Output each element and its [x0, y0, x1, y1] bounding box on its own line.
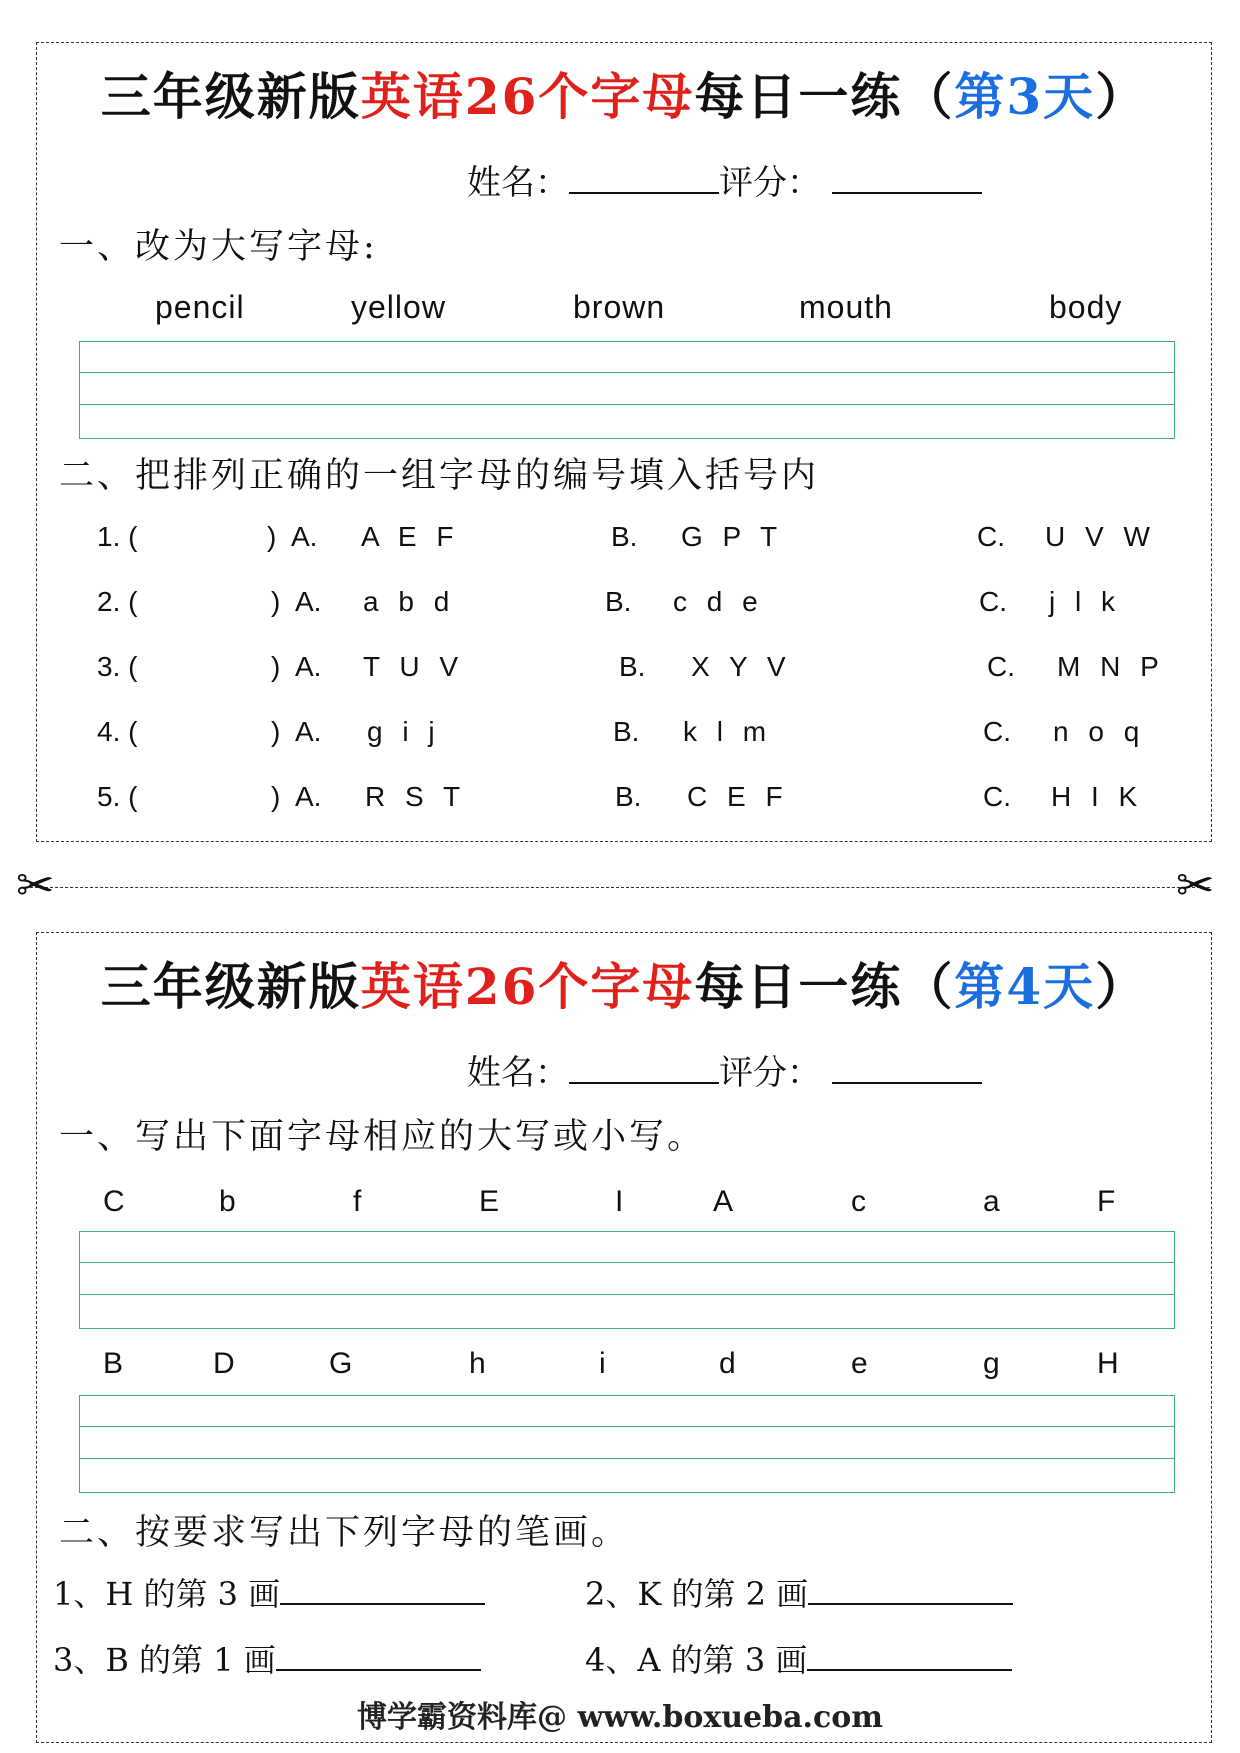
guide-line	[80, 372, 1174, 373]
section1-heading: 一、改为大写字母:	[59, 227, 378, 267]
title-prefix: 三年级新版	[100, 67, 361, 126]
name-blank[interactable]	[569, 162, 719, 194]
option-label: C.	[983, 716, 1011, 747]
letter: H	[1097, 1347, 1119, 1380]
option-label: B.	[613, 716, 640, 747]
name-label: 姓名：	[467, 1053, 569, 1093]
option-a: T U V	[363, 651, 465, 682]
option-b: C E F	[687, 781, 789, 812]
worksheet-day3	[36, 42, 1212, 842]
option-a: a b d	[363, 586, 456, 617]
letter: E	[479, 1185, 500, 1218]
answer-blank[interactable]	[808, 1575, 1013, 1605]
paren-close: )	[267, 521, 277, 552]
title-red: 英语26个字母	[360, 957, 695, 1016]
stroke-question-2	[585, 1569, 1013, 1615]
scissors-icon: ✂	[1176, 858, 1215, 912]
letter: g	[983, 1347, 1000, 1380]
worksheet-day4	[36, 932, 1212, 1743]
stroke-prompt: 3、B 的第 1 画	[53, 1641, 276, 1679]
letter: i	[599, 1347, 606, 1380]
question-number: 1. (	[97, 521, 138, 552]
paren-close: )	[271, 781, 281, 812]
title-day: 第3天	[954, 67, 1096, 126]
writing-lines[interactable]	[79, 1395, 1175, 1493]
word: brown	[573, 289, 666, 325]
letter: c	[851, 1185, 866, 1218]
word: mouth	[799, 289, 893, 325]
writing-lines[interactable]	[79, 341, 1175, 439]
guide-line	[80, 1426, 1174, 1427]
stroke-question-3	[53, 1635, 481, 1681]
stroke-question-1	[53, 1569, 485, 1615]
question-number: 5. (	[97, 781, 138, 812]
title-end: ）	[1095, 957, 1148, 1016]
option-b: X Y V	[691, 651, 792, 682]
stroke-prompt: 2、K 的第 2 画	[585, 1575, 809, 1613]
question-number: 3. (	[97, 651, 138, 682]
stroke-prompt: 4、A 的第 3 画	[585, 1641, 808, 1679]
option-label: B.	[615, 781, 642, 812]
guide-line	[80, 404, 1174, 405]
name-score-row	[467, 1045, 982, 1094]
guide-line	[80, 1458, 1174, 1459]
option-c: n o q	[1053, 716, 1146, 747]
word: pencil	[155, 289, 245, 325]
section2-heading: 二、把排列正确的一组字母的编号填入括号内	[59, 456, 820, 496]
letter: B	[103, 1347, 124, 1380]
option-b: c d e	[673, 586, 764, 617]
guide-line	[80, 1294, 1174, 1295]
option-c: U V W	[1045, 521, 1156, 552]
paren-close: )	[271, 716, 281, 747]
watermark: 博学霸资料库@ www.boxueba.com	[357, 1700, 883, 1735]
title-red: 英语26个字母	[360, 67, 695, 126]
score-blank[interactable]	[832, 162, 982, 194]
title-prefix: 三年级新版	[100, 957, 361, 1016]
page-title	[37, 947, 1211, 1019]
letter: A	[713, 1185, 734, 1218]
letter: I	[615, 1185, 624, 1218]
score-blank[interactable]	[832, 1052, 982, 1084]
title-end: ）	[1095, 67, 1148, 126]
letter: D	[213, 1347, 235, 1380]
word: yellow	[351, 289, 446, 325]
guide-line	[80, 1262, 1174, 1263]
letter: C	[103, 1185, 125, 1218]
scissors-icon: ✂	[16, 858, 55, 912]
option-label: A.	[295, 781, 322, 812]
option-a: A E F	[361, 521, 460, 552]
option-c: M N P	[1057, 651, 1165, 682]
letter: f	[353, 1185, 362, 1218]
name-score-row	[467, 155, 982, 204]
writing-lines[interactable]	[79, 1231, 1175, 1329]
option-label: B.	[619, 651, 646, 682]
option-b: k l m	[683, 716, 773, 747]
title-mid: 每日一练（	[694, 957, 955, 1016]
score-label: 评分：	[719, 1053, 821, 1093]
cut-line	[30, 887, 1210, 888]
name-blank[interactable]	[569, 1052, 719, 1084]
option-a: R S T	[365, 781, 467, 812]
option-label: C.	[977, 521, 1005, 552]
paren-close: )	[271, 586, 281, 617]
letter: h	[469, 1347, 486, 1380]
option-b: G P T	[681, 521, 784, 552]
paren-close: )	[271, 651, 281, 682]
page-title	[37, 57, 1211, 129]
option-label: B.	[611, 521, 638, 552]
letter: F	[1097, 1185, 1116, 1218]
question-number: 4. (	[97, 716, 138, 747]
option-label: B.	[605, 586, 632, 617]
answer-blank[interactable]	[807, 1641, 1012, 1671]
letter: G	[329, 1347, 353, 1380]
name-label: 姓名：	[467, 163, 569, 203]
section2-heading: 二、按要求写出下列字母的笔画。	[59, 1513, 630, 1553]
option-label: A.	[295, 586, 322, 617]
letter: a	[983, 1185, 1000, 1218]
option-label: A.	[295, 716, 322, 747]
section1-heading: 一、写出下面字母相应的大写或小写。	[59, 1117, 706, 1157]
title-mid: 每日一练（	[694, 67, 955, 126]
option-c: j l k	[1049, 586, 1121, 617]
answer-blank[interactable]	[280, 1575, 485, 1605]
option-label: C.	[979, 586, 1007, 617]
letter: b	[219, 1185, 236, 1218]
option-label: C.	[987, 651, 1015, 682]
stroke-prompt: 1、H 的第 3 画	[53, 1575, 281, 1613]
option-a: g i j	[367, 716, 441, 747]
question-number: 2. (	[97, 586, 138, 617]
score-label: 评分：	[719, 163, 821, 203]
option-label: C.	[983, 781, 1011, 812]
option-c: H I K	[1051, 781, 1144, 812]
letter: d	[719, 1347, 736, 1380]
option-label: A.	[291, 521, 318, 552]
title-day: 第4天	[954, 957, 1096, 1016]
letter: e	[851, 1347, 868, 1380]
option-label: A.	[295, 651, 322, 682]
word: body	[1049, 289, 1123, 325]
stroke-question-4	[585, 1635, 1012, 1681]
answer-blank[interactable]	[276, 1641, 481, 1671]
